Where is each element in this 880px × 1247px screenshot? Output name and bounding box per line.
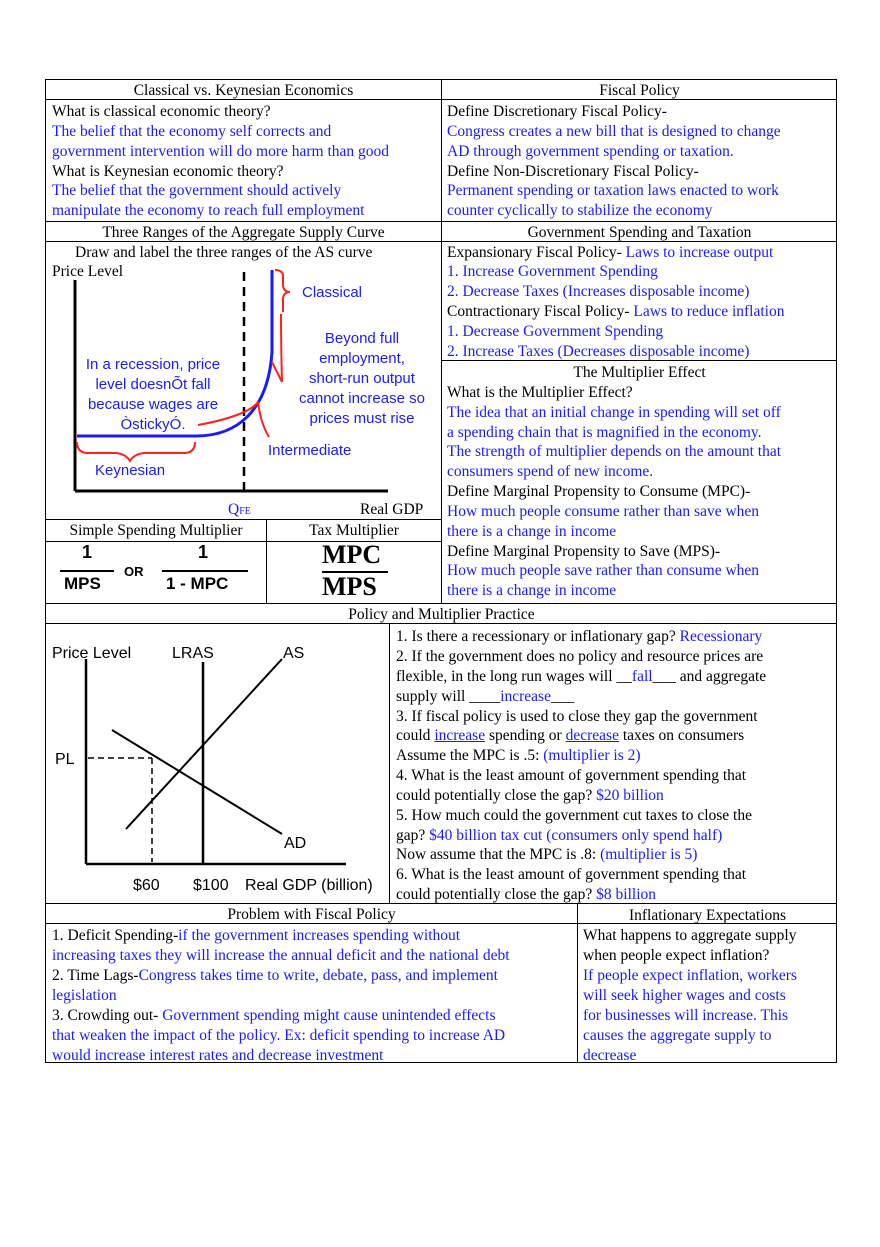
section-title-classical-keynesian: Classical vs. Keynesian Economics (133, 82, 354, 99)
x-tick-60: $60 (133, 877, 160, 894)
practice-q4: 4. What is the least amount of government spending that (396, 767, 747, 784)
tax-multiplier-formula (267, 540, 441, 602)
practice-q5: gap? $40 billion tax cut (consumers only spend half) (396, 827, 723, 844)
note-line: ÒstickyÓ. (120, 416, 186, 433)
qfe-label: QFE (228, 501, 251, 518)
practice-q2: flexible, in the long run wages will __fall___ and aggregate (396, 668, 767, 685)
divider (45, 221, 837, 222)
expansionary-item: 1. Increase Government Spending (447, 263, 658, 280)
answer-line: there is a change in income (447, 582, 617, 599)
classical-bracket (275, 270, 290, 312)
practice-y-label: Price Level (52, 645, 132, 662)
ie-answer: causes the aggregate supply to (583, 1027, 772, 1044)
lras-label: LRAS (172, 645, 214, 662)
note-line: level doesnÕt fall (95, 376, 211, 393)
practice-q6: could potentially close the gap? $8 billion (396, 886, 657, 903)
problem-deficit: 1. Deficit Spending-if the government increases spending without (52, 927, 461, 944)
practice-q1: 1. Is there a recessionary or inflationary gap? Recessionary (396, 628, 763, 645)
ad-label: AD (284, 835, 307, 852)
answer-line: there is a change in income (447, 523, 617, 540)
answer-line: The belief that the economy self corrects and (52, 123, 332, 140)
recession-note (78, 355, 228, 435)
problem-time-lags: 2. Time Lags-Congress takes time to write, debate, pass, and implement (52, 967, 498, 984)
answer-line: Congress creates a new bill that is designed to change (447, 123, 781, 140)
question-mps: Define Marginal Propensity to Save (MPS)- (447, 543, 721, 560)
section-title-inflationary-expectations: Inflationary Expectations (628, 907, 787, 924)
keynesian-label: Keynesian (95, 462, 166, 479)
question-classical-theory: What is classical economic theory? (52, 103, 271, 120)
note-line: cannot increase so (299, 390, 425, 407)
ie-answer: decrease (583, 1047, 637, 1064)
answer-line: manipulate the economy to reach full employment (52, 202, 365, 219)
denominator-mps: MPS (64, 574, 101, 593)
section-title-gov-spending: Government Spending and Taxation (527, 224, 752, 241)
numerator-one: 1 (82, 542, 93, 562)
section-title-as-ranges: Three Ranges of the Aggregate Supply Curve (102, 224, 385, 241)
contractionary-line: Contractionary Fiscal Policy- Laws to reduce inflation (447, 303, 785, 320)
practice-x-label: Real GDP (billion) (245, 877, 373, 894)
answer-line: How much people consume rather than save when (447, 503, 760, 520)
ie-question: What happens to aggregate supply (583, 927, 797, 944)
problem-crowding-out: that weaken the impact of the policy. Ex: deficit spending to increase AD (52, 1027, 506, 1044)
section-title-problems: Problem with Fiscal Policy (227, 906, 396, 923)
fraction-bar (162, 570, 248, 572)
ie-question: when people expect inflation? (583, 947, 770, 964)
divider (577, 903, 578, 1063)
simple-multiplier-formula (46, 542, 266, 602)
answer-line: The idea that an initial change in spending will set off (447, 404, 781, 421)
answer-line: consumers spend of new income. (447, 463, 654, 480)
divider (45, 603, 837, 604)
answer-line: How much people save rather than consume when (447, 562, 760, 579)
problem-crowding-out: would increase interest rates and decrease investment (52, 1047, 384, 1064)
expansionary-line: Expansionary Fiscal Policy- Laws to increase output (447, 244, 774, 261)
title-tax-multiplier: Tax Multiplier (309, 522, 399, 539)
practice-q2: 2. If the government does no policy and resource prices are (396, 648, 764, 665)
answer-line: counter cyclically to stabilize the economy (447, 202, 713, 219)
answer-line: The strength of multiplier depends on the amount that (447, 443, 782, 460)
ad-line (112, 730, 282, 834)
practice-mpc5: Assume the MPC is .5: (multiplier is 2) (396, 747, 641, 764)
question-multiplier: What is the Multiplier Effect? (447, 384, 633, 401)
note-line: employment, (319, 350, 405, 367)
denominator-one-minus-mpc: 1 - MPC (166, 574, 229, 593)
full-employment-note (285, 329, 439, 429)
as-y-label: Price Level (52, 263, 124, 280)
practice-graph (46, 624, 388, 902)
question-keynesian-theory: What is Keynesian economic theory? (52, 163, 284, 180)
note-line: prices must rise (309, 410, 415, 427)
section-title-fiscal-policy: Fiscal Policy (599, 82, 680, 99)
numerator-one: 1 (198, 542, 209, 562)
keynesian-bracket (77, 442, 195, 461)
practice-q6: 6. What is the least amount of government spending that (396, 866, 747, 883)
contractionary-item: 2. Increase Taxes (Decreases disposable income) (447, 343, 750, 360)
answer-line: Permanent spending or taxation laws enacted to work (447, 182, 779, 199)
ie-answer: for businesses will increase. This (583, 1007, 789, 1024)
question-non-discretionary: Define Non-Discretionary Fiscal Policy- (447, 163, 699, 180)
question-mpc: Define Marginal Propensity to Consume (MPC)- (447, 483, 751, 500)
answer-line: government intervention will do more harm than good (52, 143, 390, 160)
note-line: short-run output (309, 370, 415, 387)
title-simple-multiplier: Simple Spending Multiplier (69, 522, 243, 539)
as-x-label: Real GDP (360, 501, 424, 518)
divider (441, 79, 442, 603)
practice-q3: could increase spending or decrease taxes on consumers (396, 727, 745, 744)
ie-answer: will seek higher wages and costs (583, 987, 786, 1004)
practice-q3: 3. If fiscal policy is used to close they gap the government (396, 708, 758, 725)
answer-line: a spending chain that is magnified in the economy. (447, 424, 762, 441)
note-line: because wages are (87, 396, 219, 413)
contractionary-item: 1. Decrease Government Spending (447, 323, 664, 340)
fraction-bar (60, 570, 114, 572)
problem-deficit: increasing taxes they will increase the annual deficit and the national debt (52, 947, 510, 964)
divider (389, 623, 390, 903)
or-label: OR (124, 564, 144, 579)
practice-q2: supply will ____increase___ (396, 688, 575, 705)
tax-numerator: MPC (322, 540, 382, 569)
ie-answer: If people expect inflation, workers (583, 967, 797, 984)
expansionary-item: 2. Decrease Taxes (Increases disposable income) (447, 283, 750, 300)
as-label: AS (283, 645, 305, 662)
intermediate-label: Intermediate (268, 442, 352, 459)
x-tick-100: $100 (193, 877, 229, 894)
classical-label: Classical (302, 284, 363, 301)
answer-line: The belief that the government should actively (52, 182, 342, 199)
note-line: In a recession, price (85, 356, 221, 373)
as-instruction: Draw and label the three ranges of the AS curve (75, 244, 373, 261)
practice-q5: 5. How much could the government cut taxes to close the (396, 807, 752, 824)
tax-denominator: MPS (322, 572, 377, 601)
section-title-multiplier-effect: The Multiplier Effect (573, 364, 706, 381)
practice-mpc8: Now assume that the MPC is .8: (multiplier is 5) (396, 846, 698, 863)
section-title-practice: Policy and Multiplier Practice (348, 606, 535, 623)
practice-q4: could potentially close the gap? $20 billion (396, 787, 664, 804)
answer-line: AD through government spending or taxation. (447, 143, 734, 160)
note-line: Beyond full (324, 330, 400, 347)
problem-time-lags: legislation (52, 987, 117, 1004)
pl-label: PL (55, 751, 75, 768)
question-discretionary: Define Discretionary Fiscal Policy- (447, 103, 667, 120)
problem-crowding-out: 3. Crowding out- Government spending might cause unintended effects (52, 1007, 496, 1024)
